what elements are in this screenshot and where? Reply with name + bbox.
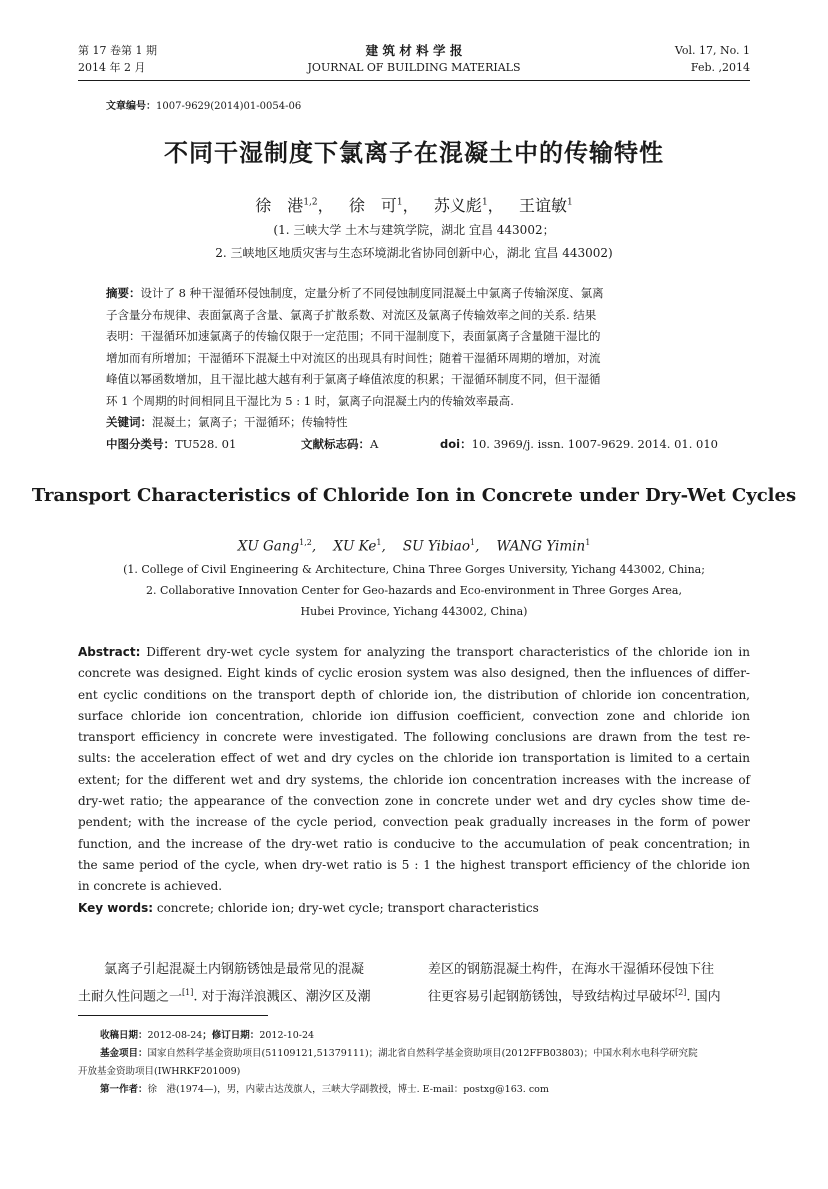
- abstract-en-line: in concrete is achieved.: [78, 879, 223, 894]
- abstract-cn-line: 增加而有所增加；干湿循环下混凝土中对流区的出现具有时间性；随着干湿循环周期的增加，对流: [106, 350, 601, 365]
- body-column-left: [78, 958, 408, 1008]
- abstract-cn-line: 环 1 个周期的时间相同且干湿比为 5 : 1 时，氯离子向混凝土内的传输效率最高.: [106, 393, 514, 408]
- footnote-received: [78, 1027, 758, 1045]
- footnote-fund: [78, 1045, 758, 1063]
- abstract-en-line: surface chloride ion concentration, chloride ion diffusion coefficient, convection zone and chloride ion: [78, 708, 750, 723]
- author-affil-en: 1: [376, 538, 382, 547]
- fund-label: 基金项目：: [100, 1048, 148, 1059]
- author-name: 徐 可: [348, 196, 397, 215]
- title-cn: 不同干湿制度下氯离子在混凝土中的传输特性: [164, 139, 664, 167]
- fund-text: 国家自然科学基金资助项目(51109121,51379111)；湖北省自然科学基金资助项目(2012FFB03803)；中国水利水电科学研究院: [147, 1048, 698, 1059]
- journal-name: [264, 42, 564, 76]
- revised-label: ；修订日期：: [202, 1030, 260, 1041]
- abstract-en-line: ent cyclic conditions on the transport depth of chloride ion, the distribution of chloride ion concentration,: [78, 687, 750, 702]
- keywords-en: [78, 898, 750, 919]
- footnote-rule: [78, 1015, 268, 1016]
- classification-line: [106, 434, 718, 456]
- received-label: 收稿日期：: [100, 1030, 148, 1041]
- journal-name-en: JOURNAL OF BUILDING MATERIALS: [307, 61, 521, 74]
- first-author-label: 第一作者：: [100, 1084, 148, 1095]
- doi-value: 10. 3969/j. issn. 1007-9629. 2014. 01. 010: [471, 436, 718, 451]
- authors-cn: 徐 港$^{1,2}$， 徐 可$^1$， 苏义彪$^1$， 王谊敏$^1$: [255, 196, 573, 215]
- abstract-en-line: dry-wet ratio; the appearance of the convection zone in concrete under wet and dry cycles show time de-: [78, 794, 750, 809]
- author-affil-en: 1,2: [299, 538, 312, 547]
- abstract-en-line: Abstract: Different dry-wet cycle system for analyzing the transport characteristics of the chloride ion in: [78, 645, 750, 659]
- article-number: [106, 97, 301, 112]
- affiliation-cn-1: (1. 三峡大学 土木与建筑学院，湖北 宜昌 443002；: [273, 223, 555, 237]
- body-column-right: [428, 958, 758, 1008]
- keywords-cn: [106, 412, 718, 434]
- author-name-en: XU Ke: [333, 538, 377, 555]
- author-affil: 1,2: [303, 197, 318, 208]
- doc-code-value: A: [370, 436, 379, 451]
- clc-label: 中图分类号：: [106, 436, 175, 451]
- abstract-en-line: extent; for the different wet and dry systems, the chloride ion concentration increases with the increase of: [78, 772, 750, 787]
- issue-volume: 第 17 卷第 1 期: [78, 44, 157, 57]
- abstract-en-line: function, and the increase of the dry-wet ratio is conducive to the accumulation of peak concentration; in: [78, 836, 750, 851]
- keywords-cn-label: 关键词：: [106, 415, 152, 429]
- issue-date: 2014 年 2 月: [78, 61, 146, 74]
- footnote-author: [78, 1081, 758, 1099]
- vol-en: Vol. 17, No. 1: [674, 44, 750, 57]
- title-en: Transport Characteristics of Chloride Ion in Concrete under Dry-Wet Cycles: [31, 485, 797, 506]
- abstract-cn-line: 峰值以幂函数增加，且干湿比越大越有利于氯离子峰值浓度的积累；干湿循环制度不同，但干湿循: [106, 372, 601, 386]
- article-number-value: 1007-9629(2014)01-0054-06: [156, 101, 302, 112]
- author-name-en: SU Yibiao: [402, 538, 470, 555]
- abstract-en-line: the same period of the cycle, when dry-wet ratio is 5 : 1 the highest transport efficiency of the chloride ion: [78, 857, 750, 872]
- affiliation-en-1: (1. College of Civil Engineering & Architecture, China Three Gorges University, Yichang 443002, China;: [123, 563, 705, 576]
- abstract-cn-label: 摘要：: [106, 286, 141, 300]
- journal-issue: [78, 42, 157, 76]
- clc-value: TU528. 01: [175, 436, 237, 451]
- keywords-en-value: concrete; chloride ion; dry-wet cycle; transport characteristics: [156, 900, 539, 915]
- keywords-en-label: Key words:: [78, 900, 154, 915]
- affiliation-en-2: 2. Collaborative Innovation Center for Geo-hazards and Eco-environment in Three Gorges Area,: [146, 584, 682, 597]
- author-affil: 1: [481, 197, 488, 208]
- body-text-line: 土耐久性问题之一[1]. 对于海洋浪溅区、潮汐区及潮: [78, 988, 371, 1005]
- header-rule: [78, 80, 750, 81]
- date-en: Feb. ,2014: [690, 61, 750, 74]
- authors-en: XU Gang$^{1,2}$, XU Ke$^1$, SU Yibiao$^1$, WANG Yimin$^1$: [237, 538, 591, 555]
- citation: [1]: [182, 988, 194, 997]
- abstract-en-line: concrete was designed. Eight kinds of cyclic erosion system was also designed, then the influences of differ-: [78, 666, 750, 681]
- abstract-cn-line: 摘要：设计了 8 种干湿循环侵蚀制度，定量分析了不同侵蚀制度同混凝土中氯离子传输深度、氯离: [106, 286, 604, 300]
- abstract-en-line: sults: the acceleration effect of wet and dry cycles on the chloride ion transportation is limited to a certain: [78, 751, 750, 766]
- author-name: 徐 港: [255, 196, 304, 215]
- abstract-en: [78, 642, 750, 919]
- body-text-line: 氯离子引起混凝土内钢筋锈蚀是最常见的混凝: [104, 962, 365, 977]
- abstract-en-line: transport efficiency in concrete were investigated. The following conclusions are drawn from the test re-: [78, 730, 750, 745]
- keywords-cn-value: 混凝土；氯离子；干湿循环；传输特性: [152, 415, 348, 429]
- footnote-fund-cont: 开放基金资助项目(IWHRKF201009): [78, 1066, 241, 1077]
- body-text-line: 往更容易引起钢筋锈蚀，导致结构过早破坏[2]. 国内: [428, 988, 721, 1005]
- affiliation-en-3: Hubei Province, Yichang 443002, China): [300, 605, 528, 618]
- journal-name-cn: 建 筑 材 料 学 报: [365, 43, 463, 58]
- author-affil-en: 1: [585, 538, 591, 547]
- author-affil-en: 1: [469, 538, 476, 547]
- footnotes: [78, 1027, 758, 1099]
- journal-vol-en: [675, 42, 750, 76]
- author-affil: 1: [396, 197, 403, 208]
- author-name: 苏义彪: [433, 196, 482, 215]
- abstract-cn-line: 子含量分布规律、表面氯离子含量、氯离子扩散系数、对流区及氯离子传输效率之间的关系. 结果: [106, 307, 597, 322]
- author-name-en: XU Gang: [237, 538, 300, 555]
- abstract-cn: [106, 283, 718, 455]
- first-author-text: 徐 港(1974—)，男，内蒙古达茂旗人，三峡大学副教授，博士. E-mail：postxg@163. com: [147, 1084, 549, 1095]
- abstract-en-label: Abstract:: [78, 645, 141, 659]
- doc-code-label: 文献标志码：: [301, 436, 370, 451]
- citation: [2]: [675, 988, 687, 997]
- revised-date: 2012-10-24: [259, 1030, 315, 1041]
- author-affil: 1: [566, 197, 573, 208]
- affiliation-cn-2: 2. 三峡地区地质灾害与生态环境湖北省协同创新中心，湖北 宜昌 443002): [215, 246, 613, 260]
- received-date: 2012-08-24: [147, 1030, 203, 1041]
- author-name-en: WANG Yimin: [496, 538, 586, 555]
- abstract-en-line: pendent; with the increase of the cycle period, convection peak gradually increases in the form of power: [78, 815, 750, 830]
- body-text-line: 差区的钢筋混凝土构件，在海水干湿循环侵蚀下往: [428, 962, 715, 977]
- author-name: 王谊敏: [518, 196, 567, 215]
- article-number-label: 文章编号：: [106, 101, 156, 112]
- doi-label: doi：: [440, 436, 472, 451]
- abstract-cn-line: 表明：干湿循环加速氯离子的传输仅限于一定范围；不同干湿制度下，表面氯离子含量随干湿比的: [106, 329, 601, 343]
